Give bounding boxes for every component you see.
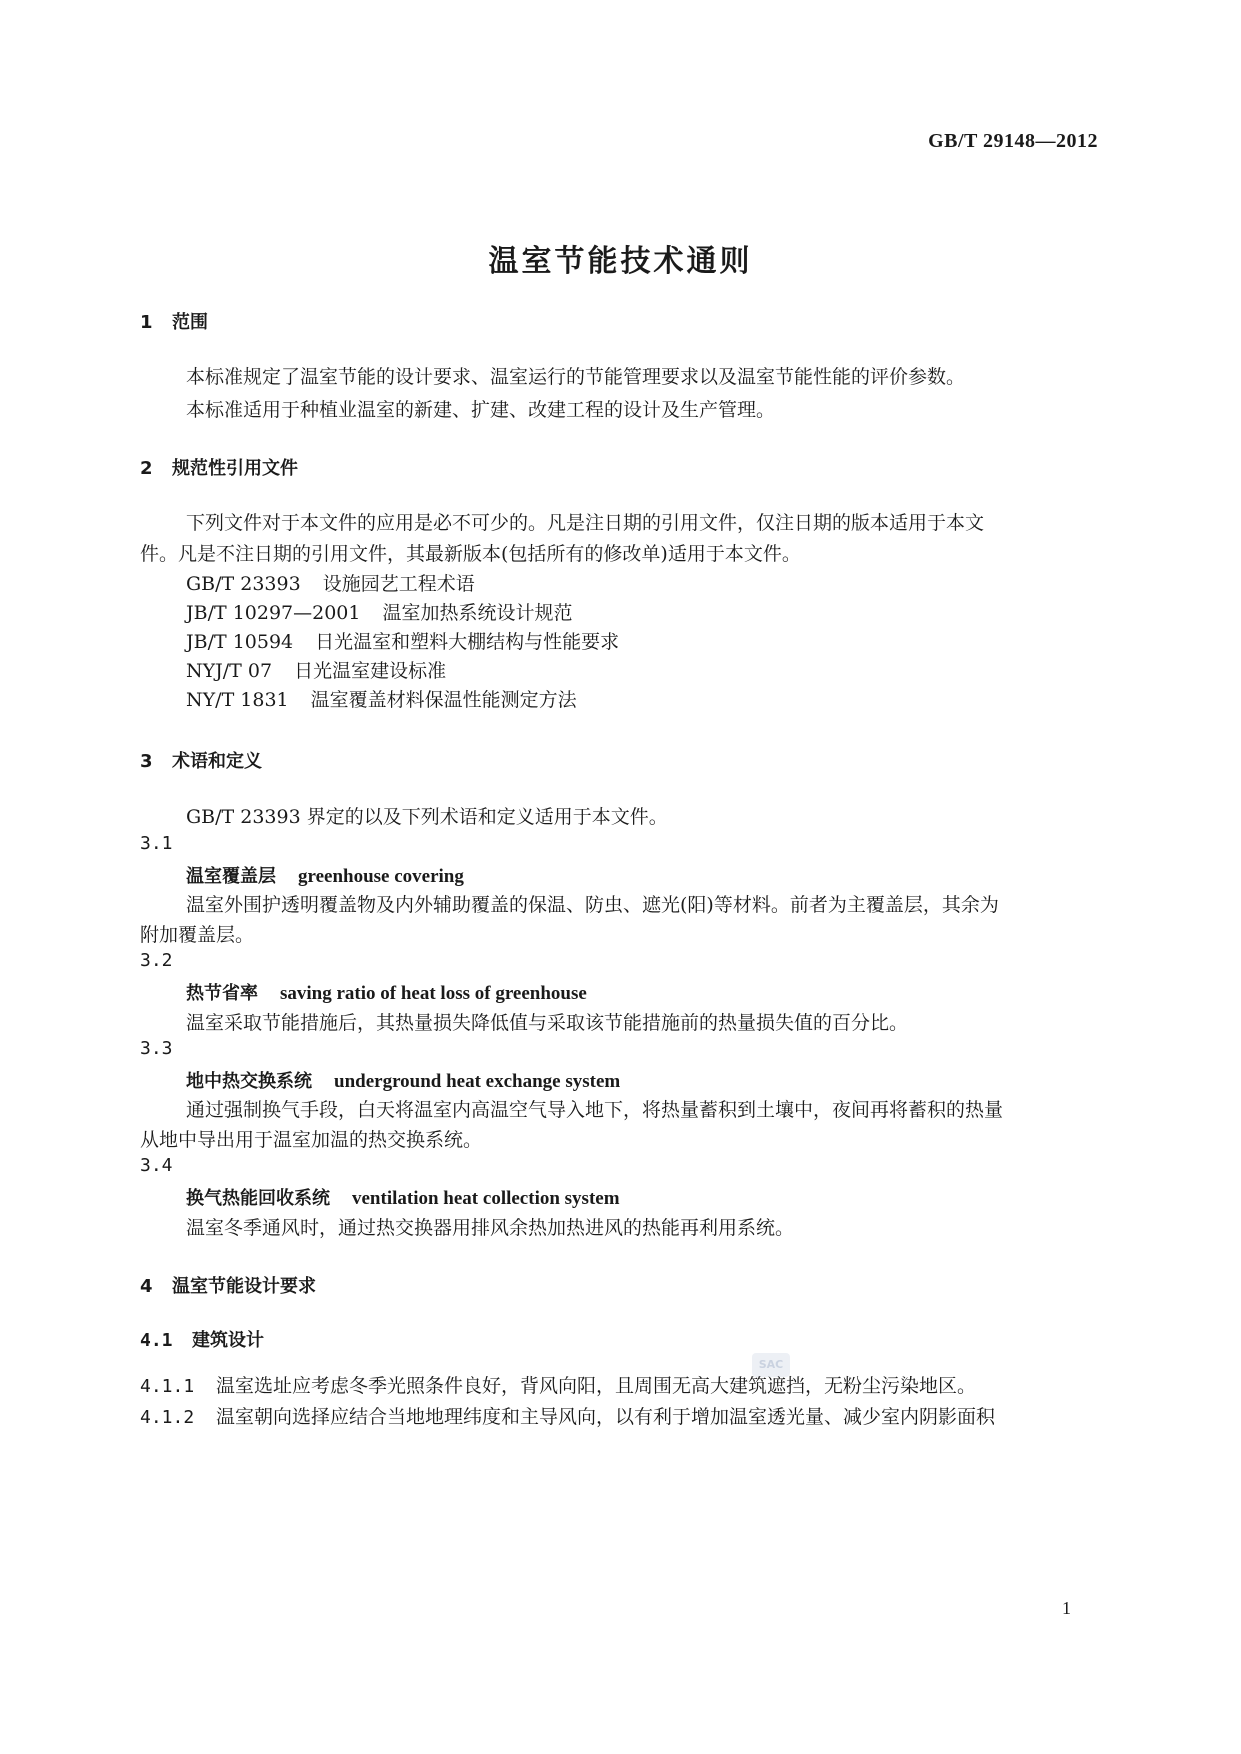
reference-title: 日光温室建设标准: [294, 660, 447, 682]
term-chinese: 地中热交换系统: [186, 1071, 312, 1092]
paragraph-continuation: 件。凡是不注日期的引用文件，其最新版本(包括所有的修改单)适用于本文件。: [140, 543, 801, 565]
term-english: greenhouse covering: [298, 866, 464, 887]
term-definition-continuation: 附加覆盖层。: [140, 924, 255, 946]
standard-code: GB/T 29148—2012: [928, 130, 1098, 152]
term-definition: 通过强制换气手段，白天将温室内高温空气导入地下，将热量蓄积到土壤中，夜间再将蓄积的热量: [186, 1099, 1004, 1121]
term-heading: [186, 979, 587, 1005]
paragraph: 本标准适用于种植业温室的新建、扩建、改建工程的设计及生产管理。: [186, 399, 776, 421]
term-definition: 温室采取节能措施后，其热量损失降低值与采取该节能措施前的热量损失值的百分比。: [186, 1012, 909, 1034]
reference-title: 温室覆盖材料保温性能测定方法: [310, 689, 577, 711]
term-heading: [186, 1067, 620, 1093]
clause-number: 4.1.1: [140, 1376, 195, 1397]
paragraph: 本标准规定了温室节能的设计要求、温室运行的节能管理要求以及温室节能性能的评价参数。: [186, 366, 966, 388]
section-title: 范围: [172, 312, 208, 333]
clause: [140, 1401, 995, 1434]
term-number: 3.2: [140, 950, 173, 971]
reference-code: JB/T 10297—2001: [186, 602, 361, 624]
section-1-heading: [140, 308, 208, 334]
reference-code: NYJ/T 07: [186, 660, 273, 682]
reference-title: 温室加热系统设计规范: [382, 602, 573, 624]
clause: [140, 1370, 976, 1403]
reference-title: 设施园艺工程术语: [322, 573, 475, 595]
section-number: 4: [140, 1276, 153, 1297]
section-number: 1: [140, 312, 153, 333]
document-title: 温室节能技术通则: [488, 244, 753, 279]
term-chinese: 换气热能回收系统: [186, 1188, 330, 1209]
section-3-heading: [140, 747, 262, 773]
reference-item: [186, 684, 577, 717]
page-number: 1: [1062, 1598, 1071, 1618]
term-chinese: 热节省率: [186, 983, 258, 1004]
section-title: 温室节能设计要求: [172, 1276, 316, 1297]
term-english: underground heat exchange system: [334, 1071, 621, 1092]
term-english: ventilation heat collection system: [352, 1188, 620, 1209]
sac-watermark-logo: SAC: [752, 1353, 790, 1377]
reference-code: NY/T 1831: [186, 689, 289, 711]
paragraph: GB/T 23393 界定的以及下列术语和定义适用于本文件。: [186, 806, 668, 828]
reference-title: 日光温室和塑料大棚结构与性能要求: [315, 631, 620, 653]
term-definition-continuation: 从地中导出用于温室加温的热交换系统。: [140, 1129, 483, 1151]
clause-text: 温室选址应考虑冬季光照条件良好，背风向阳，且周围无高大建筑遮挡，无粉尘污染地区。: [216, 1375, 977, 1397]
section-number: 2: [140, 458, 153, 479]
section-2-heading: [140, 454, 298, 480]
section-number: 3: [140, 751, 153, 772]
section-title: 术语和定义: [172, 751, 262, 772]
clause-number: 4.1.2: [140, 1407, 195, 1428]
subsection-title: 建筑设计: [192, 1330, 264, 1351]
subsection-heading: [140, 1326, 264, 1352]
term-definition: 温室冬季通风时，通过热交换器用排风余热加热进风的热能再利用系统。: [186, 1217, 795, 1239]
reference-code: JB/T 10594: [186, 631, 294, 653]
term-definition: 温室外围护透明覆盖物及内外辅助覆盖的保温、防虫、遮光(阳)等材料。前者为主覆盖层，其余为: [186, 894, 999, 916]
reference-code: GB/T 23393: [186, 573, 301, 595]
term-number: 3.3: [140, 1038, 173, 1059]
paragraph: 下列文件对于本文件的应用是必不可少的。凡是注日期的引用文件，仅注日期的版本适用于本文: [186, 512, 985, 534]
term-number: 3.1: [140, 833, 173, 854]
term-chinese: 温室覆盖层: [186, 866, 276, 887]
term-heading: [186, 862, 464, 888]
section-4-heading: [140, 1272, 316, 1298]
term-number: 3.4: [140, 1155, 173, 1176]
clause-text: 温室朝向选择应结合当地地理纬度和主导风向，以有利于增加温室透光量、减少室内阴影面积: [216, 1406, 996, 1428]
subsection-number: 4.1: [140, 1330, 173, 1351]
term-heading: [186, 1184, 620, 1210]
section-title: 规范性引用文件: [172, 458, 298, 479]
term-english: saving ratio of heat loss of greenhouse: [280, 983, 587, 1004]
